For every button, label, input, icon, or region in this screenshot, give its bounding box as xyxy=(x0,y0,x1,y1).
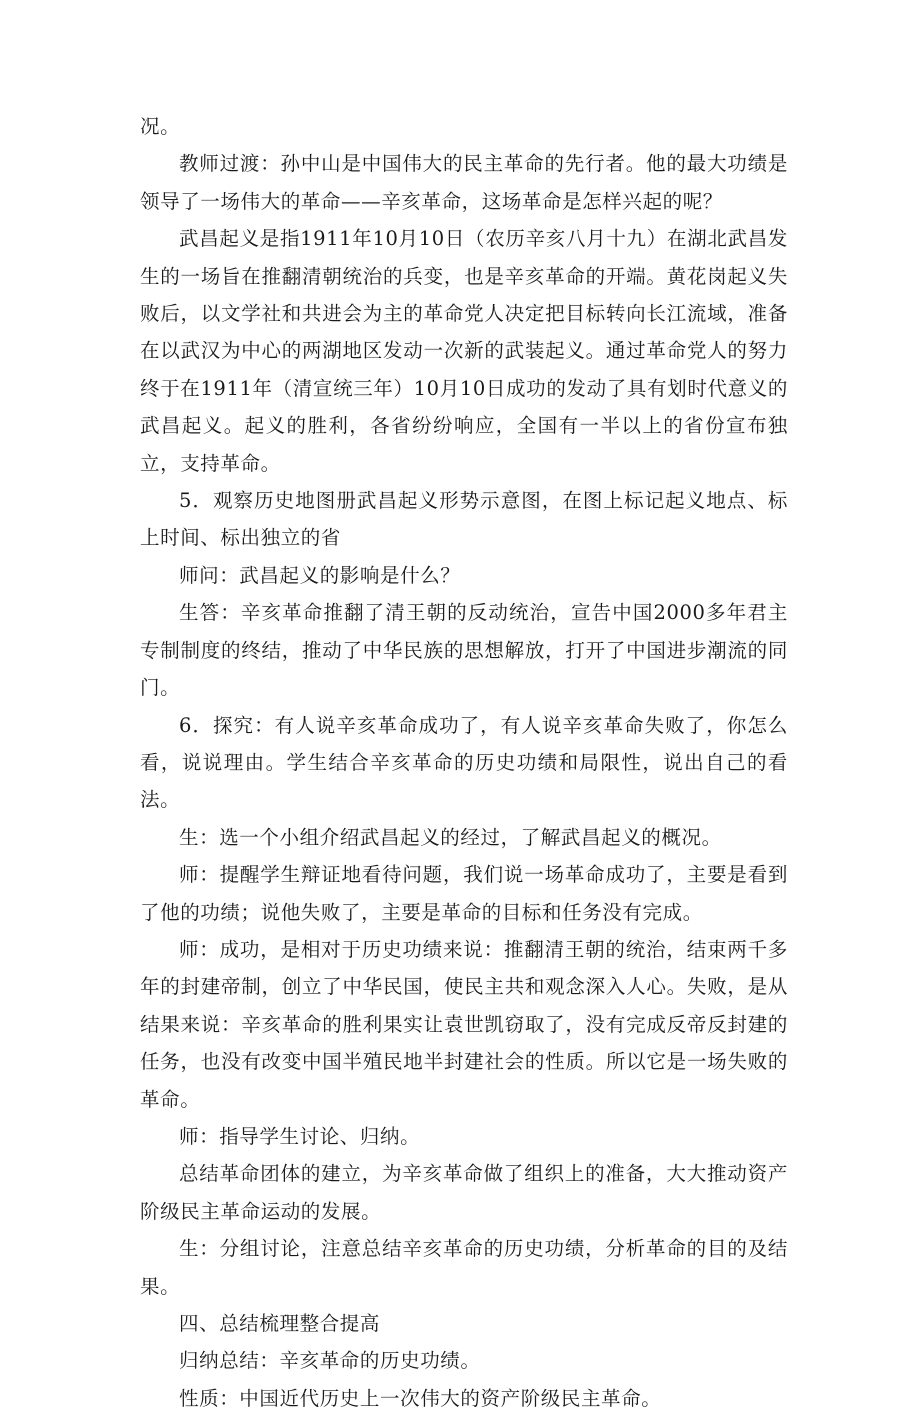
paragraph-step-5: 5．观察历史地图册武昌起义形势示意图，在图上标记起义地点、标上时间、标出独立的省 xyxy=(140,489,788,550)
paragraph-summary: 总结革命团体的建立，为辛亥革命做了组织上的准备，大大推动资产阶级民主革命运动的发展。 xyxy=(140,1162,788,1223)
paragraph-nature: 性质：中国近代历史上一次伟大的资产阶级民主革命。 xyxy=(179,1386,662,1410)
paragraph-student-group: 生：选一个小组介绍武昌起义的经过，了解武昌起义的概况。 xyxy=(179,825,722,849)
paragraph-conclusion: 归纳总结：辛亥革命的历史功绩。 xyxy=(179,1349,481,1373)
paragraph-continuation: 况。 xyxy=(140,115,181,138)
document-body xyxy=(140,108,788,1417)
paragraph-teacher-guide: 师：指导学生讨论、归纳。 xyxy=(179,1124,421,1148)
paragraph-teacher-reminder: 师：提醒学生辩证地看待问题，我们说一场革命成功了，主要是看到了他的功绩；说他失败了，主要是革命的目标和任务没有完成。 xyxy=(140,863,788,924)
paragraph-student-answer: 生答：辛亥革命推翻了清王朝的反动统治，宣告中国2000多年君主专制制度的终结，推动了中华民族的思想解放，打开了中国进步潮流的同门。 xyxy=(140,601,788,700)
paragraph-teacher-transition: 教师过渡：孙中山是中国伟大的民主革命的先行者。他的最大功绩是领导了一场伟大的革命——辛亥革命，这场革命是怎样兴起的呢？ xyxy=(140,152,788,213)
paragraph-wuchang-uprising: 武昌起义是指1911年10月10日（农历辛亥八月十九）在湖北武昌发生的一场旨在推翻清朝统治的兵变，也是辛亥革命的开端。黄花岗起义失败后，以文学社和共进会为主的革命党人决定把目标转向长江流域，准备在以武汉为中心的两湖地区发动一次新的武装起义。通过革命党人的努力终于在1911年（清宣统三年）10月10日成功的发动了具有划时代意义的武昌起义。起义的胜利，各省纷纷响应，全国有一半以上的省份宣布独立，支持革命。 xyxy=(140,227,788,475)
paragraph-teacher-question: 师问：武昌起义的影响是什么？ xyxy=(179,563,461,587)
section-heading: 四、总结梳理整合提高 xyxy=(179,1312,381,1335)
paragraph-teacher-explanation: 师：成功，是相对于历史功绩来说：推翻清王朝的统治，结束两千多年的封建帝制，创立了中华民国，使民主共和观念深入人心。失败，是从结果来说：辛亥革命的胜利果实让袁世凯窃取了，没有完成反帝反封建的任务，也没有改变中国半殖民地半封建社会的性质。所以它是一场失败的革命。 xyxy=(140,937,788,1111)
paragraph-step-6: 6．探究：有人说辛亥革命成功了，有人说辛亥革命失败了，你怎么看，说说理由。学生结合辛亥革命的历史功绩和局限性，说出自己的看法。 xyxy=(140,713,788,812)
paragraph-student-discussion: 生：分组讨论，注意总结辛亥革命的历史功绩，分析革命的目的及结果。 xyxy=(140,1237,788,1298)
